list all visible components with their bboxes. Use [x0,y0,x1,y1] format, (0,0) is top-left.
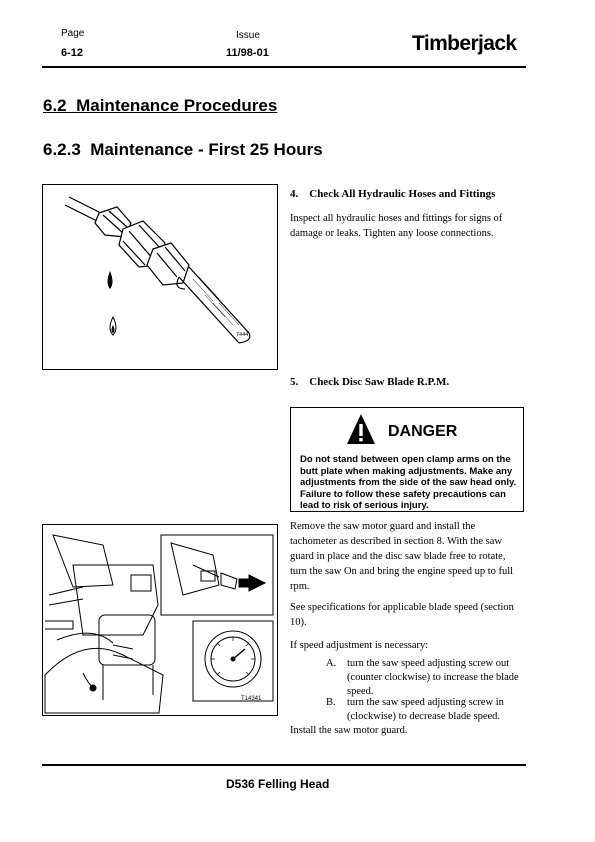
step5-number: 5. [290,376,299,388]
subsection-number: 6.2.3 [43,140,81,159]
subsection-title-text: Maintenance - First 25 Hours [90,140,323,159]
hydraulic-fitting-figure [42,184,278,370]
page-number: 6-12 [61,47,84,59]
step5-title [290,376,449,388]
step5-title-text: Check Disc Saw Blade R.P.M. [309,376,450,388]
list-item-text: turn the saw speed adjusting screw in (clockwise) to decrease blade speed. [347,697,504,722]
danger-box [290,407,524,512]
saw-motor-figure [42,524,278,716]
footer-rule [42,764,526,766]
list-item: B. [326,697,336,708]
danger-text: Do not stand between open clamp arms on the butt plate when making adjustments. Make any adjustments from the side of the saw head only. Failure to follow these safety precautions can lead to risk of serious injury. [300,454,517,511]
step5-paragraph1: Remove the saw motor guard and install the tachometer as described in section 8. With the saw guard in place and the disc saw blade free to rotate, turn the saw On and bring the engine speed up to full rpm. [290,521,514,592]
issue-number: 11/98-01 [226,47,269,59]
danger-title: DANGER [388,423,458,440]
brand-logo: Timberjack [412,32,517,55]
step4-title [290,188,495,200]
footer-title: D536 Felling Head [226,777,330,791]
step5-paragraph4: Install the saw motor guard. [290,725,408,736]
step4-title-text: Check All Hydraulic Hoses and Fittings [309,188,496,200]
figure-label-7444: 7444 [236,332,249,338]
issue-label: Issue [236,30,260,41]
section-number: 6.2 [43,96,67,115]
subsection-title [43,140,323,160]
section-title-text: Maintenance Procedures [76,96,278,115]
saw-motor-illustration [43,525,277,715]
list-item: A. [326,658,337,669]
step4-text: Inspect all hydraulic hoses and fittings for signs of damage or leaks. Tighten any loose connections. [290,213,503,239]
step5-paragraph3: If speed adjustment is necessary: [290,640,429,651]
hydraulic-fitting-illustration [43,185,277,369]
header-rule [42,66,526,68]
page-label: Page [61,28,85,39]
section-title [43,96,277,116]
figure-label-t14341: T14341 [241,696,262,702]
step4-number: 4. [290,188,299,200]
warning-triangle-icon [346,413,376,445]
step5-paragraph2: See specifications for applicable blade speed (section 10). [290,602,514,628]
list-item-text: turn the saw speed adjusting screw out (counter clockwise) to increase the blade speed. [347,658,519,697]
